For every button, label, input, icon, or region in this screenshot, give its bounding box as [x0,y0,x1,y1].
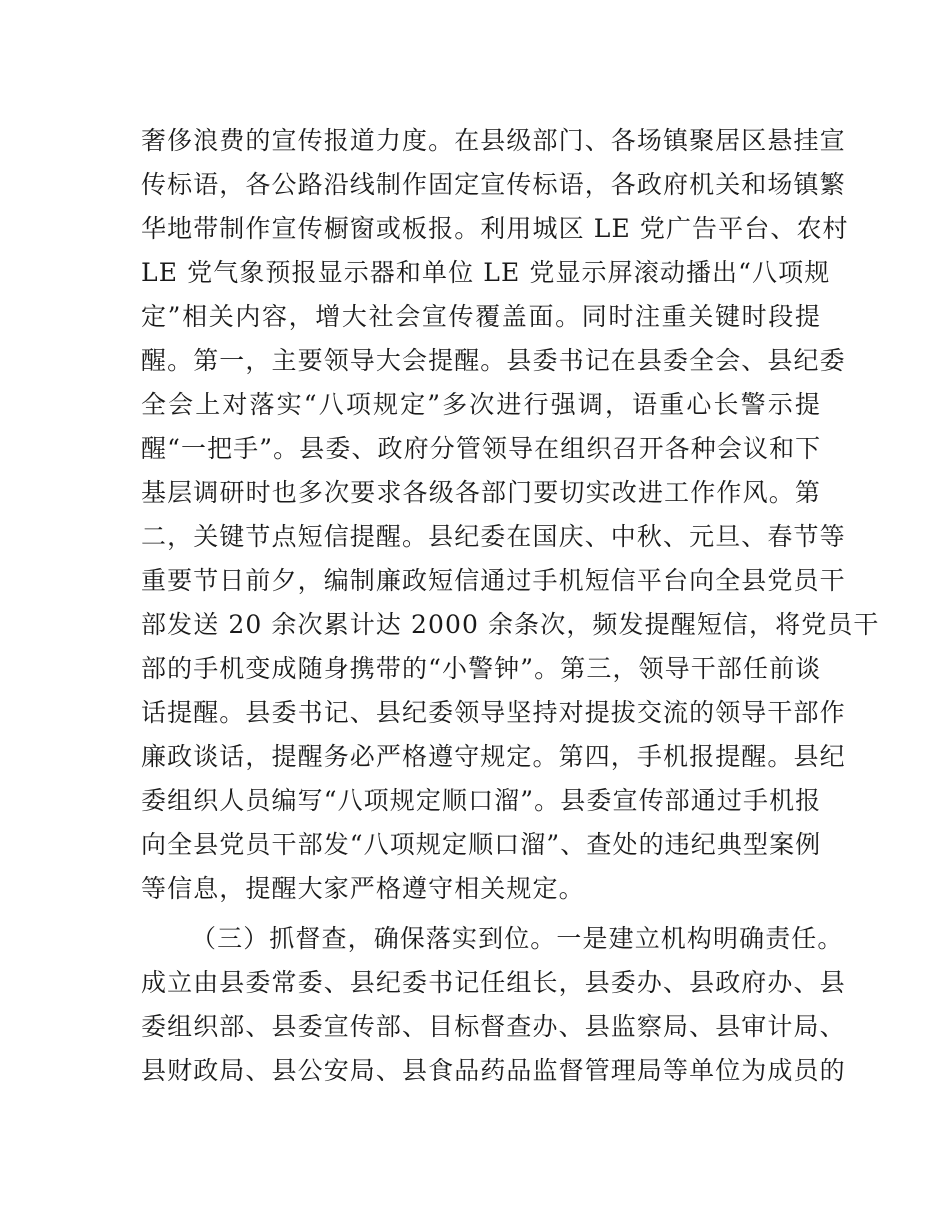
document-body [141,119,880,1093]
paragraph-2 [141,917,846,1093]
text-line: 委组织部、县委宣传部、目标督查办、县监察局、县审计局、 [141,1012,846,1041]
section-heading-line: （三）抓督查，确保落实到位。一是建立机构明确责任。 [191,924,844,953]
text-line: 传标语，各公路沿线制作固定宣传标语，各政府机关和场镇繁 [141,170,846,199]
text-line: 定”相关内容，增大社会宣传覆盖面。同时注重关键时段提 [141,302,821,331]
text-line: 基层调研时也多次要求各级各部门要切实改进工作作风。第 [141,478,821,507]
text-line: 二，关键节点短信提醒。县纪委在国庆、中秋、元旦、春节等 [141,522,846,551]
text-line: 华地带制作宣传橱窗或板报。利用城区 LE 党广告平台、农村 [141,214,849,243]
text-line: 部的手机变成随身携带的“小警钟”。第三，领导干部任前谈 [141,654,822,683]
paragraph-1 [141,119,880,911]
text-line: 向全县党员干部发“八项规定顺口溜”、查处的违纪典型案例 [141,830,822,859]
text-line: 奢侈浪费的宣传报道力度。在县级部门、各场镇聚居区悬挂宣 [141,126,846,155]
text-line: 成立由县委常委、县纪委书记任组长，县委办、县政府办、县 [141,968,846,997]
text-line: 部发送 20 余次累计达 2000 余条次，频发提醒短信，将党员干 [141,610,880,639]
text-line: 委组织人员编写“八项规定顺口溜”。县委宣传部通过手机报 [141,786,822,815]
text-line: 醒。第一，主要领导大会提醒。县委书记在县委全会、县纪委 [141,346,846,375]
text-line: 全会上对落实“八项规定”多次进行强调，语重心长警示提 [141,390,821,419]
text-line: 重要节日前夕，编制廉政短信通过手机短信平台向全县党员干 [141,566,846,595]
text-line: 廉政谈话，提醒务必严格遵守规定。第四，手机报提醒。县纪 [141,742,846,771]
text-line: 县财政局、县公安局、县食品药品监督管理局等单位为成员的 [141,1056,846,1085]
text-line: LE 党气象预报显示器和单位 LE 党显示屏滚动播出“八项规 [141,258,831,287]
text-line: 醒“一把手”。县委、政府分管领导在组织召开各种会议和下 [141,434,822,463]
text-line: 等信息，提醒大家严格遵守相关规定。 [141,874,585,903]
text-line: 话提醒。县委书记、县纪委领导坚持对提拔交流的领导干部作 [141,698,846,727]
